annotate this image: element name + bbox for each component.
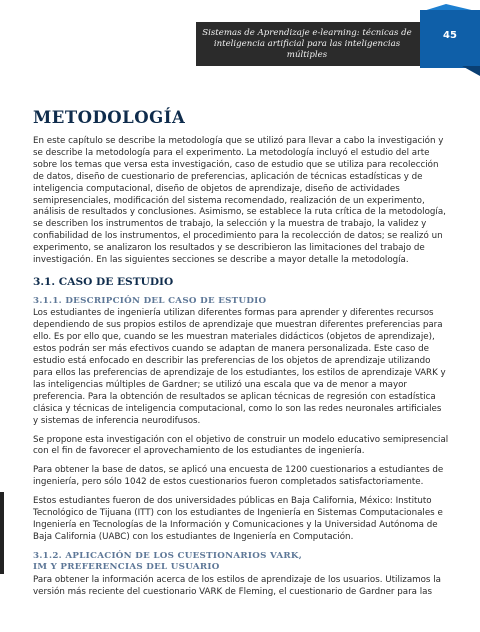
paragraph-questionnaires: Para obtener la información acerca de los estilos de aprendizaje de los usuarios. Utilizamos la versión más reciente del cuestionario VARK de Fleming, el cuestionario de Gardner para las [33,574,441,597]
paragraph-objective: Se propone esta investigación con el objetivo de construir un modelo educativo semipresencial con el fin de favorecer el aprovechamiento de los estudiantes de ingeniería. [33,434,449,457]
page-body [33,108,449,608]
subsubsection-title-3-1-2-line-2: IM Y PREFERENCIAS DEL USUARIO [33,562,220,573]
subsubsection-title-3-1-1: 3.1.1. DESCRIPCIÓN DEL CASO DE ESTUDIO [33,295,267,306]
page-tab-fold [462,66,480,76]
margin-marker-bar [0,492,4,574]
running-header-line-2: inteligencia artificial para las inteligencias múltiples [213,39,401,60]
paragraph-case-description: Los estudiantes de ingeniería utilizan diferentes formas para aprender y diferentes recursos dependiendo de sus propios estilos de aprendizaje que muestran diferentes preferencias para ello. Es por ello que, cuando se les muestran materiales didácticos (objetos de aprendizaje), estos podrán ser más efectivos cuando se adaptan de manera personalizada. Este caso de estudio está enfocado en describir las preferencias de los objetos de aprendizaje utilizando para ellos las preferencias de aprendizaje de los estudiantes, los estilos de aprendizaje VARK y las inteligencias múltiples de Gardner; se utilizó una escala que va de menor a mayor preferencia. Para la obtención de resultados se aplican técnicas de regresión con estadística clásica y técnicas de inteligencia computacional, como lo son las redes neuronales artificiales y sistemas de inferencia neurodifusos. [33,308,446,426]
running-header-line-1: Sistemas de Aprendizaje e-learning: técnicas de [202,28,412,38]
subsubsection-title-3-1-2 [33,551,449,574]
intro-paragraph: En este capítulo se describe la metodología que se utilizó para llevar a cabo la investigación y se describe la metodología para el experimento. La metodología incluyó el estudio del arte sobre los temas que versa esta investigación, caso de estudio que se utiliza para recolección de datos, diseño de cuestionario de preferencias, aplicación de técnicas estadísticas y de inteligencia computacional, diseño de objetos de aprendizaje, diseño de actividades semipresenciales, modificación del sistema recomendado, realización de un experimento, análisis de resultados y conclusiones. Asimismo, se establece la ruta crítica de la metodología, se describen los instrumentos de trabajo, la selección y la muestra de trabajo, la validez y confiabilidad de los instrumentos, el procedimiento para la recolección de datos; se realizó un experimento, se analizaron los resultados y se describieron las limitaciones del trabajo de investigación. En las siguientes secciones se describe a mayor detalle la metodología. [33,136,446,266]
paragraph-database: Para obtener la base de datos, se aplicó una encuesta de 1200 cuestionarios a estudiantes de ingeniería, pero sólo 1042 de estos cuestionarios fueron completados satisfactoriamente. [33,465,444,488]
subsubsection-title-3-1-2-line-1: 3.1.2. APLICACIÓN DE LOS CUESTIONARIOS VARK, [33,550,303,561]
section-title: METODOLOGÍA [33,108,186,127]
paragraph-universities: Estos estudiantes fueron de dos universidades públicas en Baja California, México: Instituto Tecnológico de Tijuana (ITT) con los estudiantes de Ingeniería en Sistemas Computacionales e Ingeniería en Tecnologías de la Información y Comunicaciones y la Universidad Autónoma de Baja California (UABC) con los estudiantes de Ingeniería en Computación. [33,496,443,542]
subsection-title-3-1: 3.1. CASO DE ESTUDIO [33,275,174,288]
running-header-title [202,28,412,61]
page-number: 45 [443,30,457,41]
